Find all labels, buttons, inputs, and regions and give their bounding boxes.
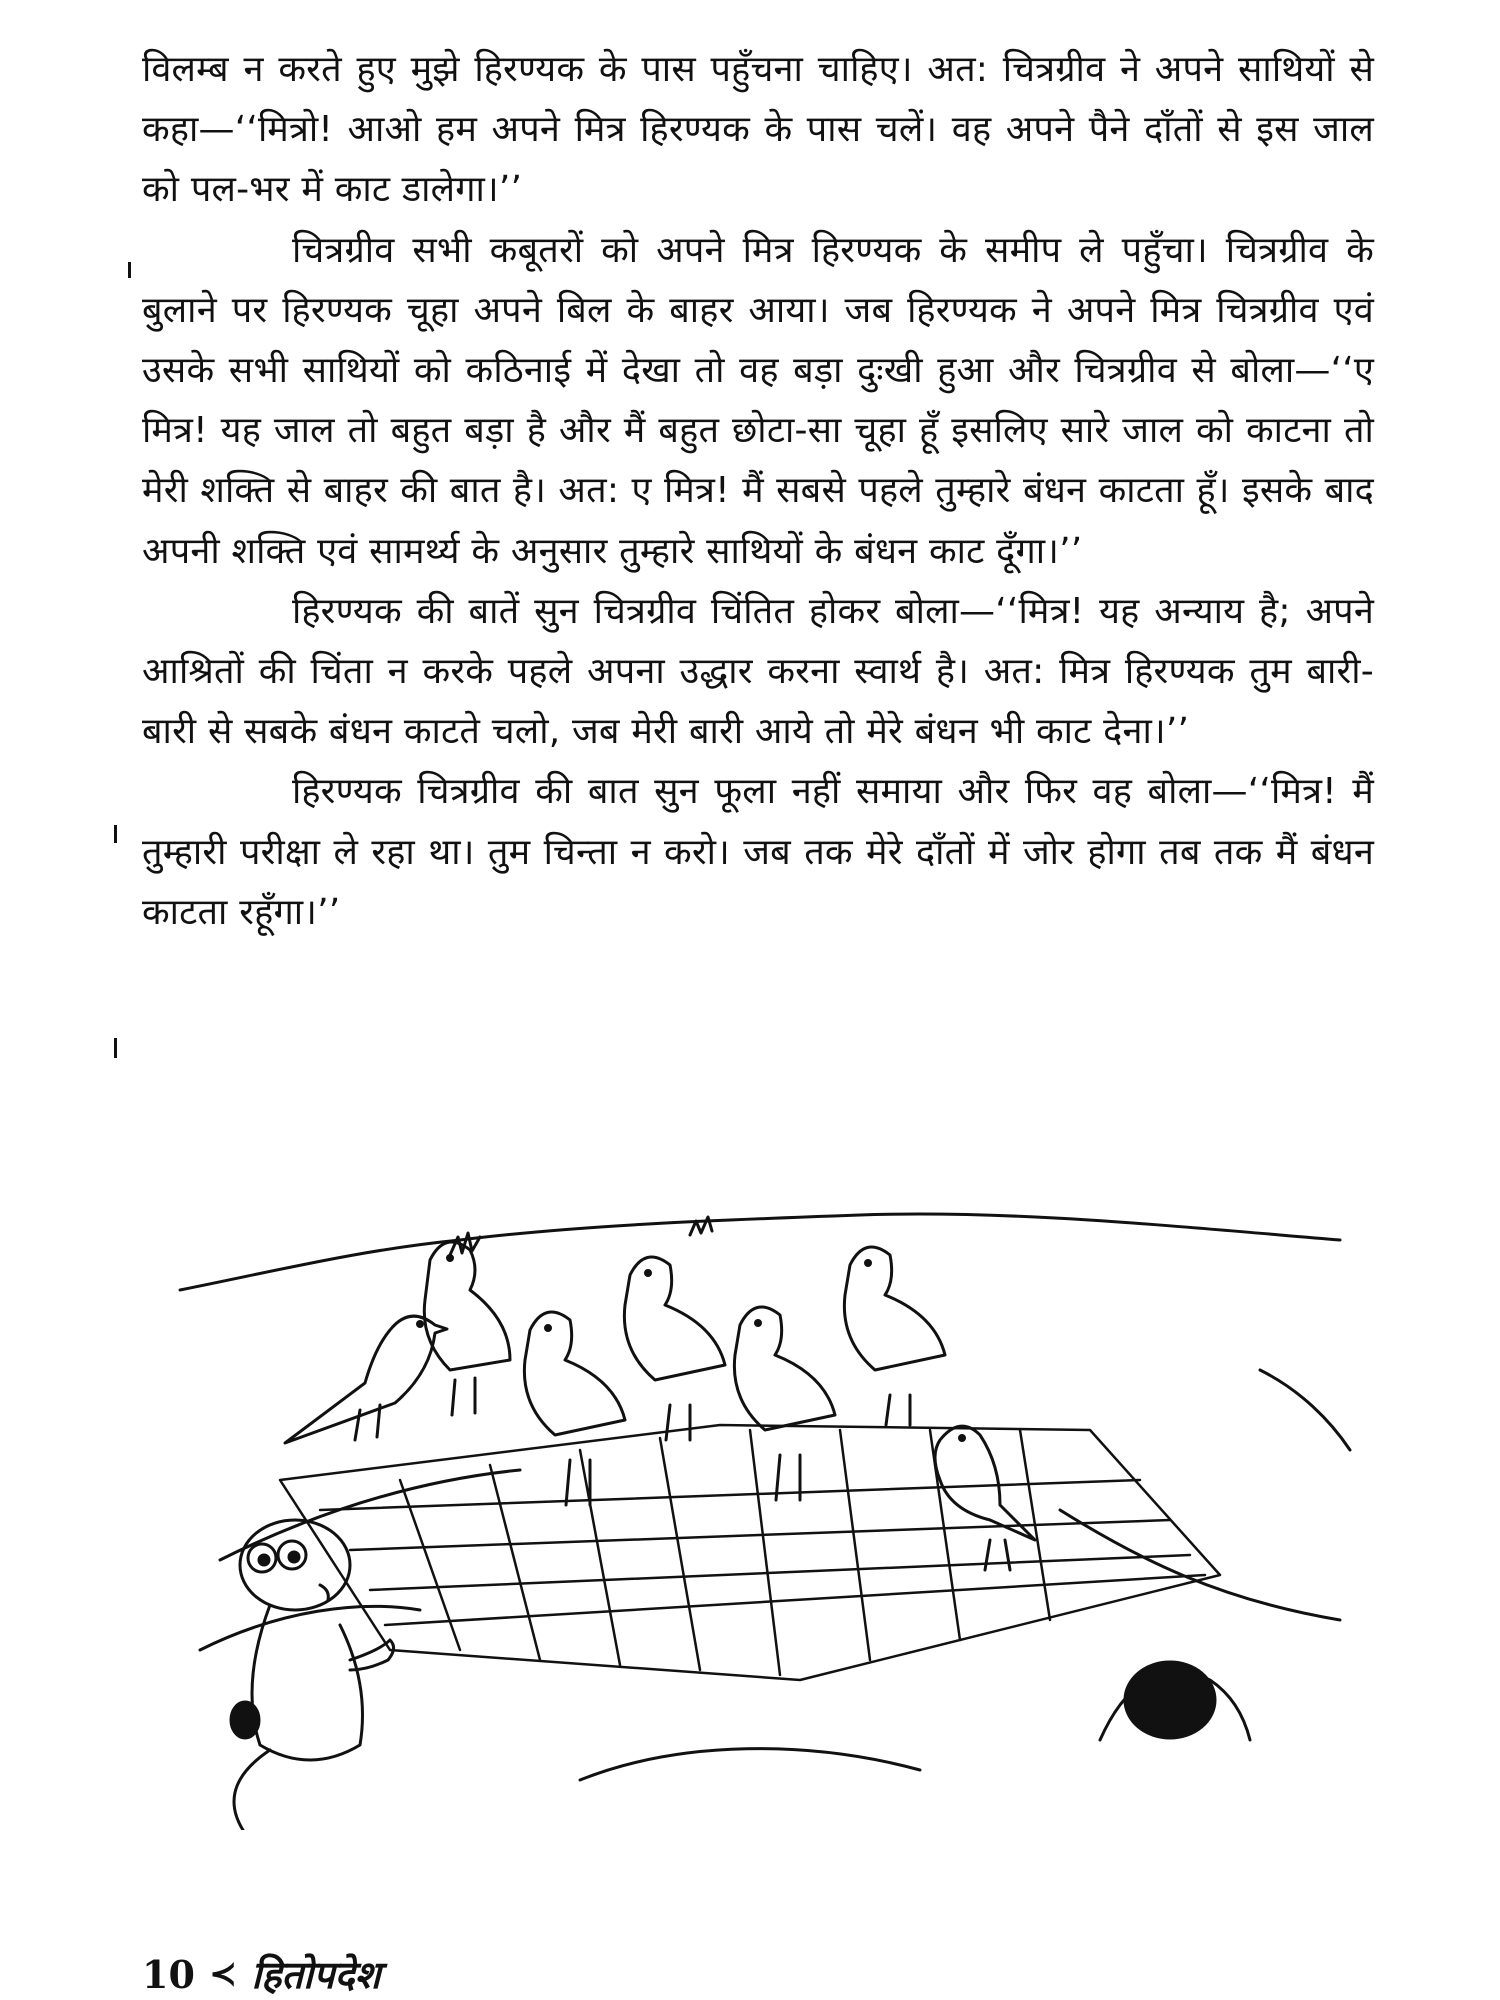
pigeon	[624, 1257, 725, 1440]
pigeon	[734, 1307, 835, 1500]
paragraph-4: हिरण्यक चित्रग्रीव की बात सुन फूला नहीं समाया और फिर वह बोला—‘‘मित्र! मैं तुम्हारी परीक्षा ले रहा था। तुम चिन्ता न करो। जब तक मेरे दाँतों में जोर होगा तब तक मैं बंधन काटता रहूँगा।’’	[142, 771, 1374, 933]
ground-line	[580, 1749, 920, 1780]
paragraph-1: विलम्ब न करते हुए मुझे हिरण्यक के पास पहुँचना चाहिए। अत: चित्रग्रीव ने अपने साथियों से कहा—‘‘मित्रो! आओ हम अपने मित्र हिरण्यक के पास चलें। वह अपने पैने दाँतों से इस जाल को पल-भर में काट डालेगा।’’	[142, 49, 1374, 211]
net	[280, 1425, 1220, 1680]
pigeon	[935, 1426, 1035, 1570]
paragraph-2: चित्रग्रीव सभी कबूतरों को अपने मित्र हिरण्यक के समीप ले पहुँचा। चित्रग्रीव के बुलाने पर हिरण्यक चूहा अपने बिल के बाहर आया। जब हिरण्यक ने अपने मित्र चित्रग्रीव एवं उसके सभी साथियों को कठिनाई में देखा तो वह बड़ा दुःखी हुआ और चित्रग्रीव से बोला—‘‘ए मित्र! यह जाल तो बहुत बड़ा है और मैं बहुत छोटा-सा चूहा हूँ इसलिए सारे जाल को काटना तो मेरी शक्ति से बाहर की बात है। अत: ए मित्र! मैं सबसे पहले तुम्हारे बंधन काटता हूँ। इसके बाद अपनी शक्ति एवं सामर्थ्य के अनुसार तुम्हारे साथियों के बंधन काट दूँगा।’’	[142, 229, 1374, 572]
pigeon	[524, 1312, 625, 1505]
paragraph-3: हिरण्यक की बातें सुन चित्रग्रीव चिंतित होकर बोला—‘‘मित्र! यह अन्याय है; अपने आश्रितों की चिंता न करके पहले अपना उद्धार करना स्वार्थ है। अत: मित्र हिरण्यक तुम बारी-बारी से सबके बंधन काटते चलो, जब मेरी बारी आये तो मेरे बंधन भी काट देना।’’	[142, 590, 1374, 753]
book-title: हितोपदेश	[251, 1953, 381, 1997]
pigeon	[844, 1247, 945, 1425]
pigeon	[285, 1316, 447, 1443]
hill-line	[180, 1214, 1340, 1290]
mouse	[230, 1520, 394, 1830]
page-number: 10	[142, 1951, 195, 1997]
grass-tuft	[450, 1233, 480, 1255]
page-footer	[142, 1948, 381, 2000]
grass-tuft	[690, 1217, 712, 1235]
scan-mark	[128, 262, 131, 278]
scan-mark	[114, 1038, 117, 1058]
mouse-and-pigeons-in-net-illustration	[160, 1180, 1360, 1830]
ground-line	[1260, 1370, 1350, 1450]
story-text	[142, 40, 1374, 943]
pigeon	[424, 1242, 510, 1415]
arrow-icon: ≺	[208, 1954, 238, 1994]
scan-mark	[114, 825, 117, 843]
